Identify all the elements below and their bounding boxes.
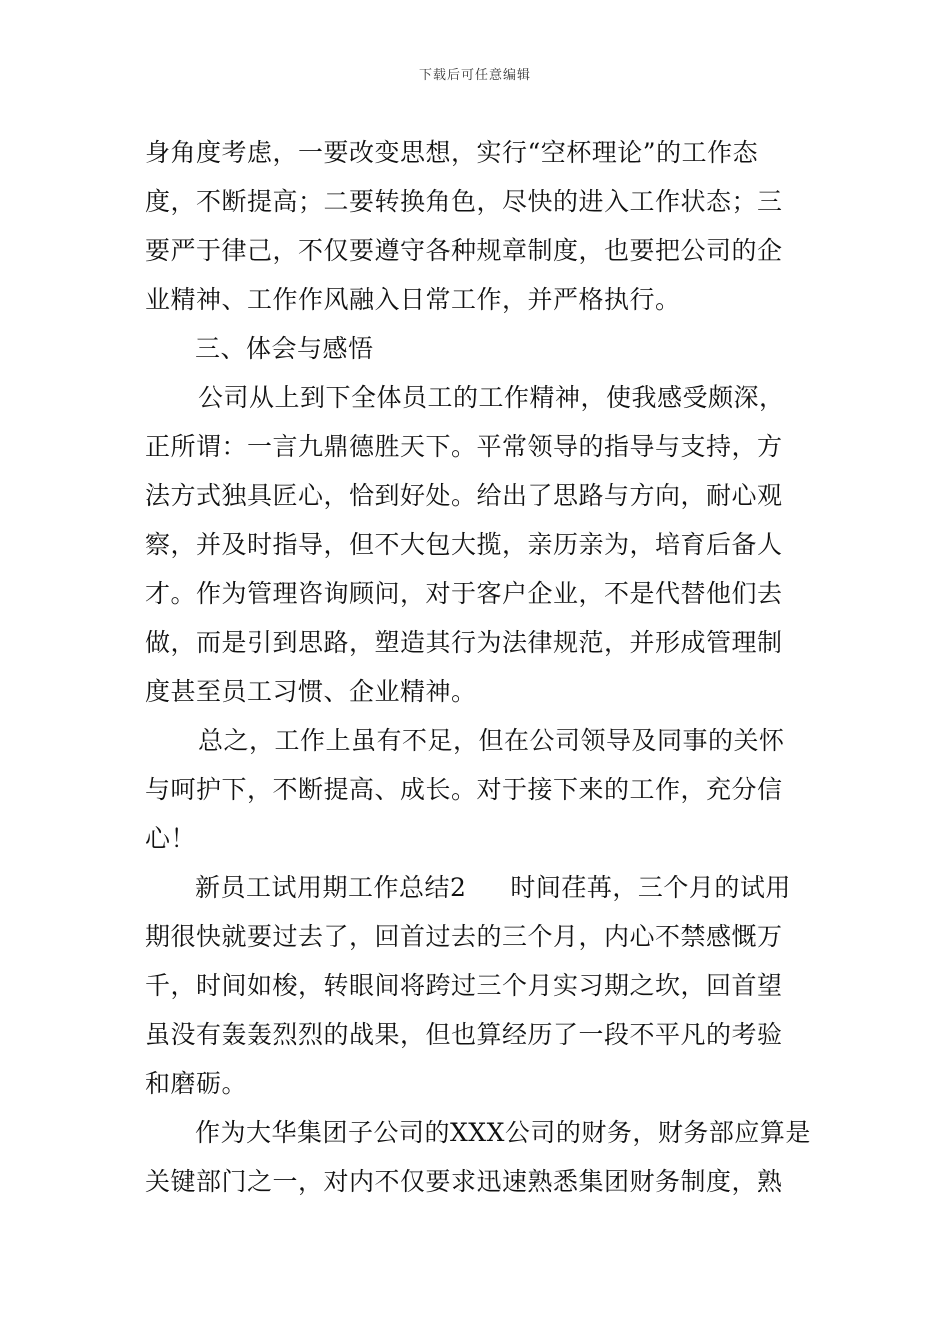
paragraph-line: 千，时间如梭，转眼间将跨过三个月实习期之坎，回首望 xyxy=(145,971,783,1000)
paragraph-line: 察，并及时指导，但不大包大揽，亲历亲为，培育后备人 xyxy=(145,530,783,559)
paragraph-line: 业精神、工作作风融入日常工作，并严格执行。 xyxy=(145,285,681,314)
paragraph-line: 度，不断提高；二要转换角色，尽快的进入工作状态；三 xyxy=(145,187,783,216)
paragraph-line: 身角度考虑，一要改变思想，实行“空杯理论”的工作态 xyxy=(145,138,759,167)
paragraph-line: 正所谓：一言九鼎德胜天下。平常领导的指导与支持，方 xyxy=(145,432,783,461)
paragraph-line: 法方式独具匠心，恰到好处。给出了思路与方向，耐心观 xyxy=(145,481,783,510)
page-header: 下载后可任意编辑 xyxy=(418,68,531,83)
section-heading: 三、体会与感悟 xyxy=(195,334,374,363)
paragraph-line: 公司从上到下全体员工的工作精神，使我感受颇深， xyxy=(198,383,785,412)
paragraph-line: 要严于律己，不仅要遵守各种规章制度，也要把公司的企 xyxy=(145,236,783,265)
paragraph-line: 心！ xyxy=(145,824,197,853)
paragraph-line: 作为大华集团子公司的XXX公司的财务，财务部应算是 xyxy=(195,1118,811,1147)
paragraph-line: 虽没有轰轰烈烈的战果，但也算经历了一段不平凡的考验 xyxy=(145,1020,783,1049)
paragraph-line: 关键部门之一，对内不仅要求迅速熟悉集团财务制度，熟 xyxy=(145,1167,783,1196)
paragraph-line: 度甚至员工习惯、企业精神。 xyxy=(145,677,477,706)
paragraph-text: 时间荏苒，三个月的试用 xyxy=(510,873,791,902)
paragraph-line: 和磨砺。 xyxy=(145,1069,248,1098)
document-body xyxy=(145,128,810,1206)
paragraph-line: 才。作为管理咨询顾问，对于客户企业，不是代替他们去 xyxy=(145,579,783,608)
document-title: 新员工试用期工作总结2 xyxy=(195,873,467,902)
paragraph-line xyxy=(145,863,810,912)
paragraph-line: 总之，工作上虽有不足，但在公司领导及同事的关怀 xyxy=(198,726,785,755)
paragraph-line: 做，而是引到思路，塑造其行为法律规范，并形成管理制 xyxy=(145,628,783,657)
paragraph-line: 期很快就要过去了，回首过去的三个月，内心不禁感慨万 xyxy=(145,922,783,951)
paragraph-line: 与呵护下，不断提高、成长。对于接下来的工作，充分信 xyxy=(145,775,783,804)
